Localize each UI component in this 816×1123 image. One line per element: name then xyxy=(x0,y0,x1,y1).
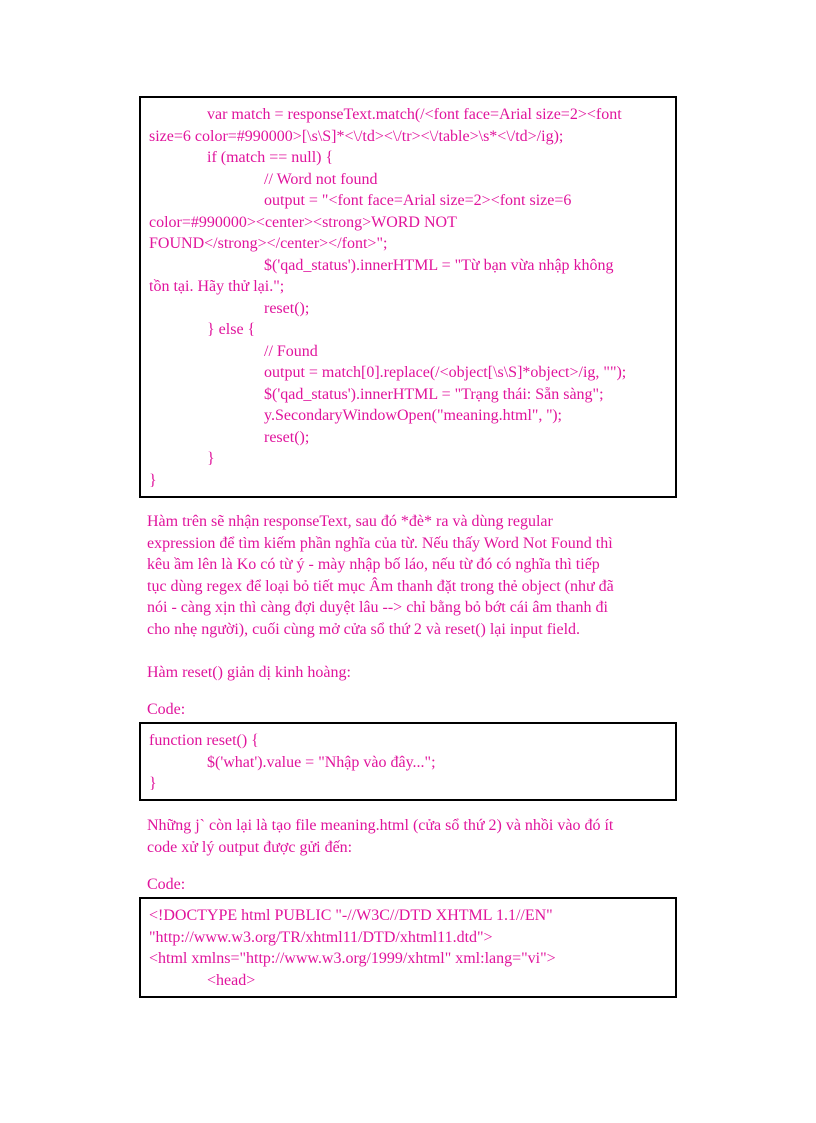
paragraph-line: code xử lý output được gửi đến: xyxy=(147,838,353,856)
code-line: // Word not found xyxy=(264,170,378,188)
paragraph-line: expression để tìm kiếm phần nghĩa của từ. Nếu thấy Word Not Found thì xyxy=(147,534,613,552)
paragraph-line: cho nhẹ người), cuối cùng mở cửa sổ thứ 2 và reset() lại input field. xyxy=(147,620,581,638)
code-line: if (match == null) { xyxy=(207,149,334,166)
code-line: reset(); xyxy=(264,299,310,317)
code-line: } xyxy=(207,450,215,467)
code-block-reset-function xyxy=(139,722,677,801)
code-line: } else { xyxy=(207,321,256,338)
code-line: } xyxy=(149,775,157,792)
code-line: <html xmlns="http://www.w3.org/1999/xhtml" xml:lang="vi"> xyxy=(149,950,556,967)
code-line: $('qad_status').innerHTML = "Từ bạn vừa nhập không xyxy=(264,256,614,274)
paragraph-line: tục dùng regex để loại bỏ tiết mục Âm thanh đặt trong thẻ object (như đã xyxy=(147,577,614,595)
paragraph-line: Hàm trên sẽ nhận responseText, sau đó *đè* ra và dùng regular xyxy=(147,513,553,530)
code-block-meaning-html xyxy=(139,897,677,998)
paragraph-line: nói - càng xịn thì càng đợi duyệt lâu --> chỉ bằng bỏ bớt cái âm thanh đi xyxy=(147,599,608,616)
code-line: "http://www.w3.org/TR/xhtml11/DTD/xhtml11.dtd"> xyxy=(149,928,493,946)
paragraph-line: kêu ầm lên là Ko có từ ý - mày nhập bố láo, nếu từ đó có nghĩa thì tiếp xyxy=(147,556,600,573)
code-line: <!DOCTYPE html PUBLIC "-//W3C//DTD XHTML 1.1//EN" xyxy=(149,907,553,924)
code-line: $('qad_status').innerHTML = "Trạng thái: Sẵn sàng"; xyxy=(264,385,604,403)
code-line: $('what').value = "Nhập vào đây..."; xyxy=(207,753,436,771)
code-label xyxy=(147,699,677,721)
code-label-text: Code: xyxy=(147,876,186,893)
code-line: color=#990000><center><strong>WORD NOT xyxy=(149,213,457,231)
paragraph-line: Những j` còn lại là tạo file meaning.html (cửa sổ thứ 2) và nhồi vào đó ít xyxy=(147,817,614,834)
code-label xyxy=(147,874,677,896)
code-line: reset(); xyxy=(264,428,310,446)
explanation-paragraph xyxy=(147,511,677,640)
reset-intro-paragraph xyxy=(147,662,677,684)
code-line: size=6 color=#990000>[\s\S]*<\/td><\/tr><\/table>\s*<\/td>/ig); xyxy=(149,127,564,145)
code-label-text: Code: xyxy=(147,701,186,718)
code-line: <head> xyxy=(207,971,256,989)
code-line: // Found xyxy=(264,342,318,360)
code-line: tồn tại. Hãy thử lại."; xyxy=(149,278,285,295)
code-line: output = match[0].replace(/<object[\s\S]*object>/ig, ""); xyxy=(264,364,627,381)
paragraph-line: Hàm reset() giản dị kinh hoàng: xyxy=(147,664,351,681)
meaning-file-paragraph xyxy=(147,815,677,858)
code-line: y.SecondaryWindowOpen("meaning.html", ''); xyxy=(264,407,562,424)
code-line: function reset() { xyxy=(149,732,259,749)
code-line: FOUND</strong></center></font>"; xyxy=(149,235,388,252)
code-block-response-handler xyxy=(139,96,677,498)
code-line: } xyxy=(149,471,157,489)
code-line: output = "<font face=Arial size=2><font size=6 xyxy=(264,192,572,209)
code-line: var match = responseText.match(/<font face=Arial size=2><font xyxy=(207,106,622,123)
